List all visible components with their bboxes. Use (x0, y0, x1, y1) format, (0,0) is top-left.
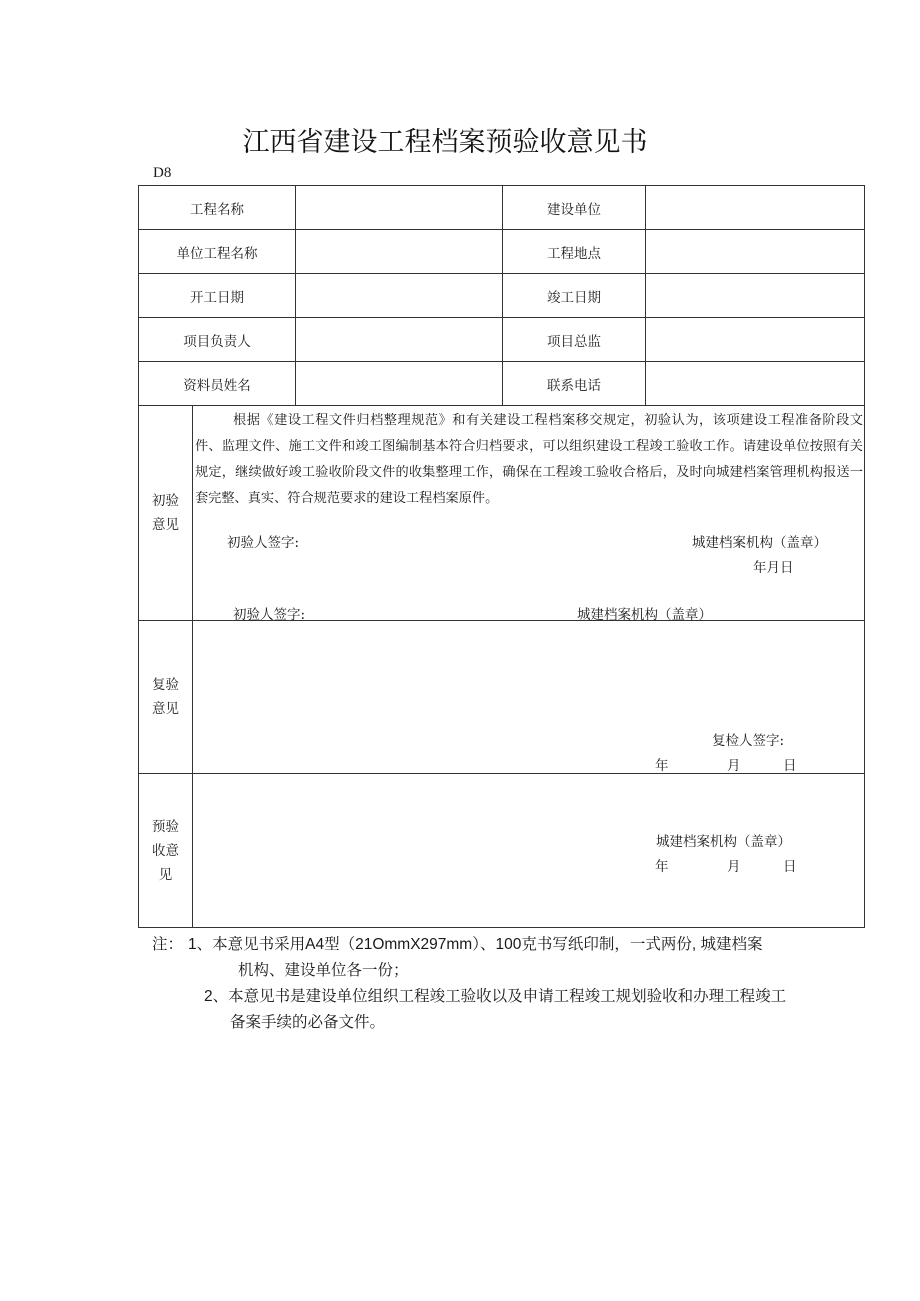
initial-label-line1: 初验 (152, 493, 179, 509)
pre-acceptance-date-month: 月 (727, 859, 741, 875)
label-project-name: 工程名称 (139, 186, 296, 229)
label-project-location: 工程地点 (503, 230, 646, 273)
field-completion-date[interactable] (646, 274, 864, 317)
initial-opinion-text: 根据《建设工程文件归档整理规范》和有关建设工程档案移交规定，初验认为，该项建设工程准备阶段文件、监理文件、施工文件和竣工图编制基本符合归档要求，可以组织建设工程竣工验收工作。请建设单位按照有关规定，继续做好竣工验收阶段文件的收集整理工作，确保在工程竣工验收合格后，及时向城建档案管理机构报送一套完整、真实、符合规范要求的建设工程档案原件。 (195, 413, 863, 506)
field-archivist-name[interactable] (296, 362, 503, 405)
recheck-opinion-label (139, 621, 193, 773)
initial-seal-label: 城建档案机构（盖章） (692, 535, 827, 551)
label-construction-unit: 建设单位 (503, 186, 646, 229)
info-row-project-name (139, 186, 864, 230)
recheck-date-day: 日 (783, 758, 797, 774)
recheck-label-line1: 复验 (152, 677, 179, 693)
note-1-line-2: 机构、建设单位各一份； (238, 962, 409, 979)
notes-prefix: 注： (152, 936, 184, 953)
acceptance-form-table (138, 185, 865, 928)
document-title: 江西省建设工程档案预验收意见书 (242, 127, 648, 158)
pre-acceptance-section (139, 774, 864, 928)
initial-seal-label-2: 城建档案机构（盖章） (577, 607, 712, 623)
recheck-signer-label: 复检人签字: (712, 733, 785, 749)
initial-signer-label: 初验人签字: (227, 535, 300, 551)
initial-opinion-label (139, 406, 193, 620)
label-contact-phone: 联系电话 (503, 362, 646, 405)
initial-signer-label-2: 初验人签字: (233, 607, 306, 623)
recheck-date-year: 年 (655, 758, 669, 774)
pre-acceptance-date-day: 日 (783, 859, 797, 875)
label-archivist-name: 资料员姓名 (139, 362, 296, 405)
info-row-dates (139, 274, 864, 318)
recheck-date-month: 月 (727, 758, 741, 774)
field-project-manager[interactable] (296, 318, 503, 361)
field-project-name[interactable] (296, 186, 503, 229)
pre-acceptance-label-line1: 预验 (152, 819, 179, 835)
note-2-line-2: 备案手续的必备文件。 (230, 1014, 386, 1031)
field-contact-phone[interactable] (646, 362, 864, 405)
field-unit-project-name[interactable] (296, 230, 503, 273)
label-start-date: 开工日期 (139, 274, 296, 317)
note-1-line-1: 1、本意见书采用A4型（21OmmX297mm）、100克书写纸印制，一式两份, 城建档案 (188, 936, 763, 953)
initial-opinion-section (139, 406, 864, 621)
field-project-location[interactable] (646, 230, 864, 273)
note-2-line-1: 2、本意见书是建设单位组织工程竣工验收以及申请工程竣工规划验收和办理工程竣工 (204, 988, 787, 1005)
field-chief-supervisor[interactable] (646, 318, 864, 361)
label-unit-project-name: 单位工程名称 (139, 230, 296, 273)
pre-acceptance-label (139, 774, 193, 928)
pre-acceptance-seal-label: 城建档案机构（盖章） (656, 834, 791, 850)
field-construction-unit[interactable] (646, 186, 864, 229)
form-code: D8 (153, 165, 172, 181)
pre-acceptance-label-line3: 见 (158, 867, 173, 883)
info-row-contact (139, 362, 864, 406)
initial-date-label: 年月日 (753, 560, 794, 576)
info-row-managers (139, 318, 864, 362)
field-start-date[interactable] (296, 274, 503, 317)
label-project-manager: 项目负责人 (139, 318, 296, 361)
label-chief-supervisor: 项目总监 (503, 318, 646, 361)
recheck-label-line2: 意见 (152, 701, 179, 717)
label-completion-date: 竣工日期 (503, 274, 646, 317)
info-row-unit-project-name (139, 230, 864, 274)
initial-label-line2: 意见 (152, 517, 179, 533)
pre-acceptance-label-line2: 收意 (152, 843, 179, 859)
pre-acceptance-date-year: 年 (655, 859, 669, 875)
recheck-opinion-section (139, 621, 864, 774)
